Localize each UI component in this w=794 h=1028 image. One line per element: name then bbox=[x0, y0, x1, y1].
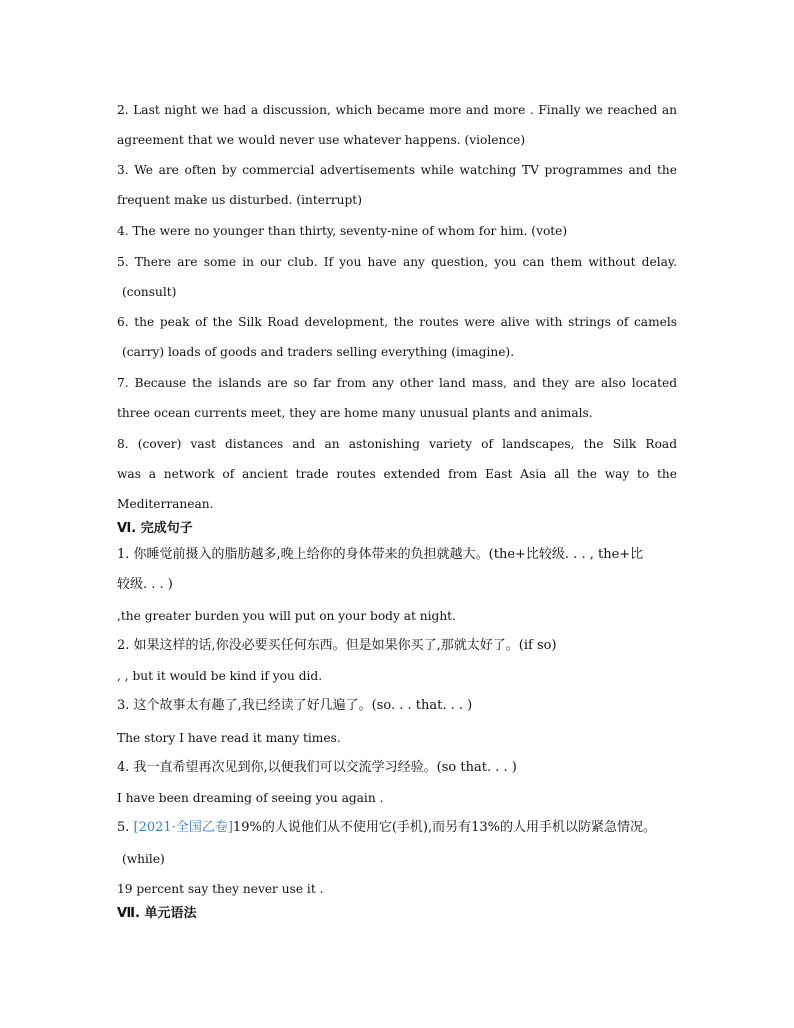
exercise-line: 8. (cover) vast distances and an astonishing variety of landscapes, the Silk Road bbox=[117, 437, 677, 451]
completion-line: , , but it would be kind if you did. bbox=[117, 669, 323, 683]
item-number: 5. bbox=[117, 820, 134, 835]
completion-line: 4. 我一直希望再次见到你,以便我们可以交流学习经验。(so that. . . ) bbox=[117, 760, 517, 775]
completion-line: 19 percent say they never use it . bbox=[117, 882, 324, 896]
exercise-line: frequent make us disturbed. (interrupt) bbox=[117, 193, 362, 207]
exercise-line: 7. Because the islands are so far from any other land mass, and they are also located bbox=[117, 376, 677, 390]
exercise-line: 5. There are some in our club. If you have any question, you can them without delay. bbox=[117, 255, 677, 269]
completion-line: (while) bbox=[122, 852, 165, 866]
completion-line: 3. 这个故事太有趣了,我已经读了好几遍了。(so. . . that. . . ) bbox=[117, 698, 473, 713]
exercise-line: agreement that we would never use whatever happens. (violence) bbox=[117, 133, 526, 147]
exam-source-link[interactable]: [2021·全国乙卷] bbox=[133, 820, 233, 835]
completion-line: The story I have read it many times. bbox=[117, 731, 341, 745]
completion-line: 较级. . . ) bbox=[117, 577, 173, 592]
exercise-line: 2. Last night we had a discussion, which became more and more . Finally we reached an bbox=[117, 103, 677, 117]
completion-line: ,the greater burden you will put on your body at night. bbox=[117, 609, 456, 623]
exercise-line: (consult) bbox=[122, 285, 177, 299]
completion-line: 2. 如果这样的话,你没必要买任何东西。但是如果你买了,那就太好了。(if so) bbox=[117, 638, 557, 653]
exercise-line: 6. the peak of the Silk Road development, the routes were alive with strings of camels bbox=[117, 315, 677, 329]
section-heading-7: Ⅶ. 单元语法 bbox=[117, 906, 197, 921]
section-heading-6: Ⅵ. 完成句子 bbox=[117, 521, 193, 536]
completion-line: 1. 你睡觉前摄入的脂肪越多,晚上给你的身体带来的负担就越大。(the+比较级. . . , the+比 bbox=[117, 547, 644, 562]
exercise-line: Mediterranean. bbox=[117, 497, 214, 511]
completion-line: I have been dreaming of seeing you again . bbox=[117, 791, 384, 805]
completion-item-5 bbox=[117, 820, 656, 836]
item-text: 19%的人说他们从不使用它(手机),而另有13%的人用手机以防紧急情况。 bbox=[232, 820, 656, 835]
exercise-line: (carry) loads of goods and traders selling everything (imagine). bbox=[122, 345, 515, 359]
exercise-line: 3. We are often by commercial advertisements while watching TV programmes and the bbox=[117, 163, 677, 177]
exercise-line: three ocean currents meet, they are home many unusual plants and animals. bbox=[117, 406, 593, 420]
exercise-line: 4. The were no younger than thirty, seventy-nine of whom for him. (vote) bbox=[117, 224, 568, 238]
exercise-line: was a network of ancient trade routes extended from East Asia all the way to the bbox=[117, 467, 677, 481]
